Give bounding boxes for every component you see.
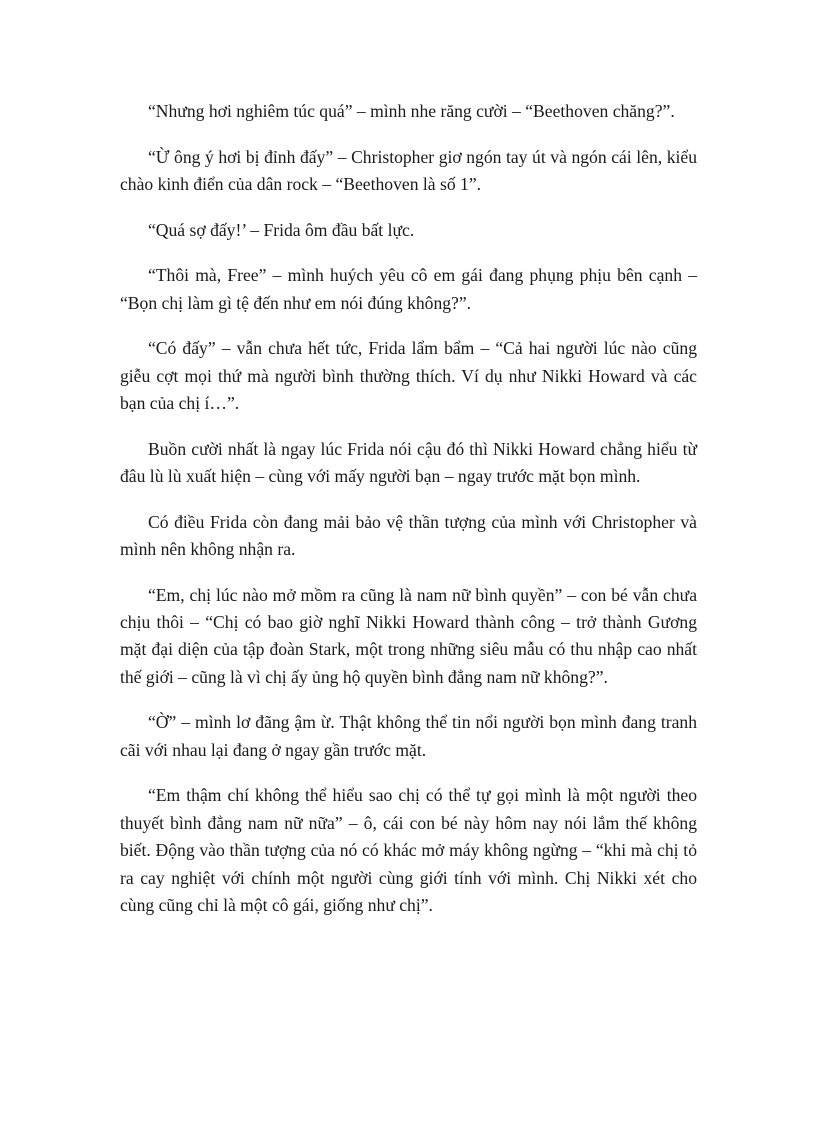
paragraph: “Ừ ông ý hơi bị đỉnh đấy” – Christopher giơ ngón tay út và ngón cái lên, kiểu chào kinh điển của dân rock – “Beethoven là số 1”. — [120, 146, 697, 194]
paragraph: “Nhưng hơi nghiêm túc quá” – mình nhe răng cười – “Beethoven chăng?”. — [148, 101, 675, 121]
paragraph: “Thôi mà, Free” – mình huých yêu cô em gái đang phụng phịu bên cạnh – “Bọn chị làm gì tệ đến như em nói đúng không?”. — [120, 265, 697, 313]
paragraph: “Quá sợ đấy!’ – Frida ôm đầu bất lực. — [148, 219, 415, 240]
paragraph: Có điều Frida còn đang mải bảo vệ thần tượng của mình với Christopher và mình nên không nhận ra. — [120, 511, 697, 559]
paragraph: “Ờ” – mình lơ đãng ậm ừ. Thật không thể tin nổi người bọn mình đang tranh cãi với nhau lại đang ở ngay gần trước mặt. — [120, 712, 697, 760]
book-page — [120, 98, 697, 938]
paragraph: “Có đấy” – vẫn chưa hết tức, Frida lẩm bẩm – “Cả hai người lúc nào cũng giễu cợt mọi thứ mà người bình thường thích. Ví dụ như Nikki Howard và các bạn của chị í…”. — [120, 338, 697, 413]
paragraph: “Em thậm chí không thể hiểu sao chị có thể tự gọi mình là một người theo thuyết bình đẳng nam nữ nữa” – ô, cái con bé này hôm nay nói lắm thế không biết. Động vào thần tượng của nó có khác mở máy không ngừng – “khi mà chị tỏ ra cay nghiệt với chính một người cùng giới tính với mình. Chị Nikki xét cho cùng cũng chỉ là một cô gái, giống như chị”. — [120, 785, 697, 916]
paragraph: “Em, chị lúc nào mở mồm ra cũng là nam nữ bình quyền” – con bé vẫn chưa chịu thôi – “Chị có bao giờ nghĩ Nikki Howard thành công – trở thành Gương mặt đại diện của tập đoàn Stark, một trong những siêu mẫu có thu nhập cao nhất thế giới – cũng là vì chị ấy ủng hộ quyền bình đẳng nam nữ không?”. — [120, 584, 697, 687]
paragraph: Buồn cười nhất là ngay lúc Frida nói cậu đó thì Nikki Howard chẳng hiểu từ đâu lù lù xuất hiện – cùng với mấy người bạn – ngay trước mặt bọn mình. — [120, 438, 697, 486]
